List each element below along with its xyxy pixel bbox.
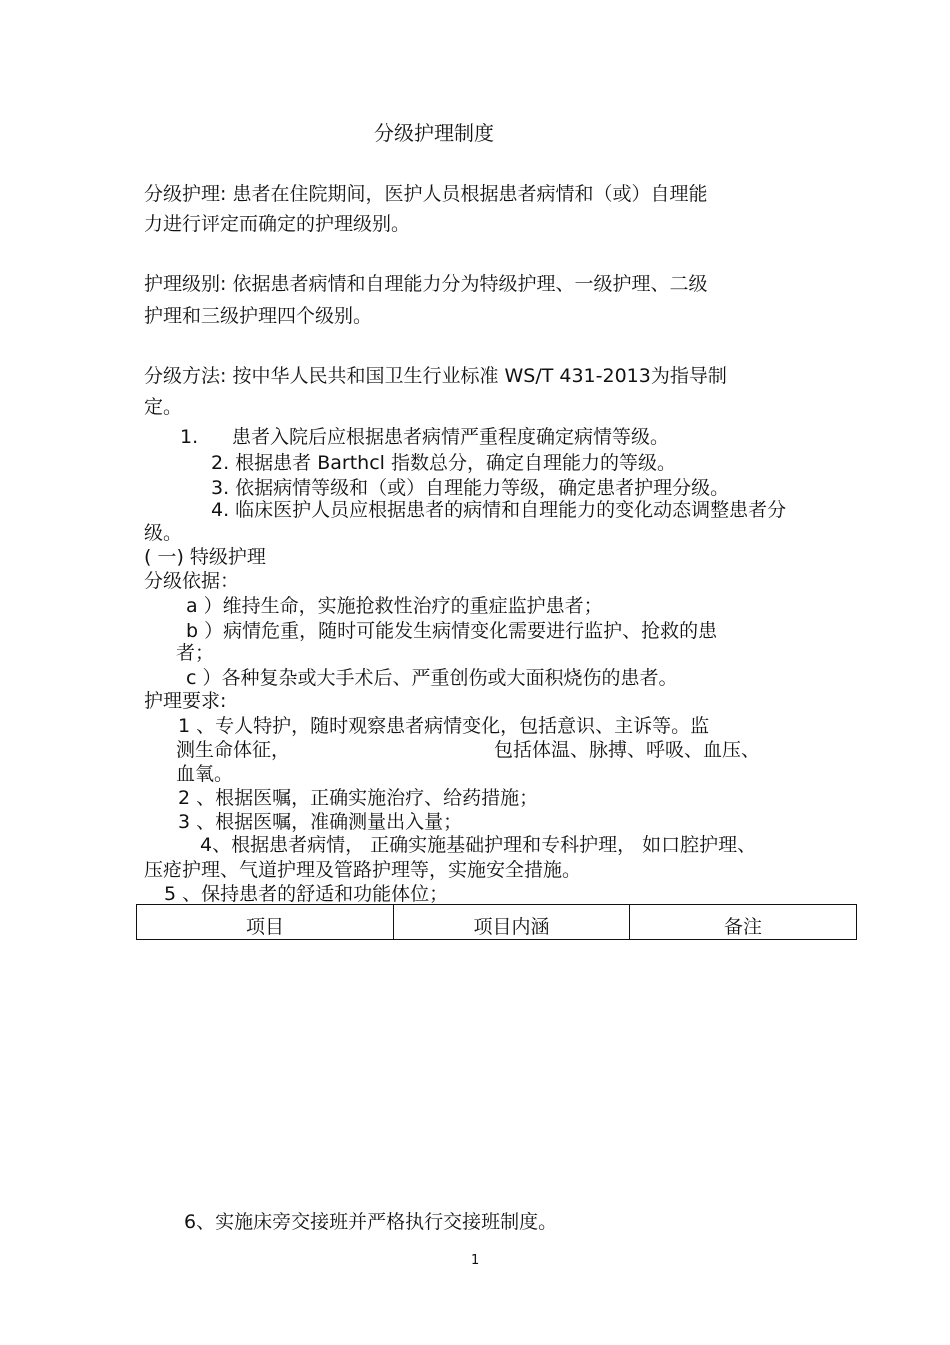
requirement-1-line-3: 血氧。 bbox=[176, 763, 234, 785]
step-1-text: 患者入院后应根据患者病情严重程度确定病情等级。 bbox=[232, 426, 670, 448]
step-2-text: 2. 根据患者 Barthcl 指数总分，确定自理能力的等级。 bbox=[211, 452, 676, 474]
definition-line-1: 分级护理: 患者在住院期间，医护人员根据患者病情和（或）自理能 bbox=[144, 183, 708, 205]
step-4-line-1: 4. 临床医护人员应根据患者的病情和自理能力的变化动态调整患者分 bbox=[211, 499, 787, 521]
method-line-2: 定。 bbox=[144, 396, 183, 418]
basis-item-b-line-2: 者； bbox=[176, 642, 215, 664]
levels-line-2: 护理和三级护理四个级别。 bbox=[144, 305, 373, 327]
special-care-heading: ( 一) 特级护理 bbox=[144, 546, 266, 568]
requirement-2: 2 、根据医嘱，正确实施治疗、给药措施； bbox=[178, 787, 539, 809]
requirement-4-line-2: 压疮护理、气道护理及管路护理等，实施安全措施。 bbox=[144, 859, 582, 881]
requirements-label: 护理要求: bbox=[144, 690, 227, 712]
table-header-row bbox=[137, 905, 857, 940]
requirement-1-line-2b: 包括体温、脉搏、呼吸、血压、 bbox=[494, 739, 761, 761]
requirement-5: 5 、保持患者的舒适和功能体位； bbox=[164, 883, 449, 905]
requirement-3: 3 、根据医嘱，准确测量出入量； bbox=[178, 811, 463, 833]
table-header-content: 项目内涵 bbox=[394, 905, 630, 940]
basis-item-c: c ）各种复杂或大手术后、严重创伤或大面积烧伤的患者。 bbox=[186, 667, 678, 689]
page-title: 分级护理制度 bbox=[374, 121, 494, 145]
table-header-item: 项目 bbox=[137, 905, 394, 940]
basis-item-b-line-1: b ）病情危重，随时可能发生病情变化需要进行监护、抢救的患 bbox=[186, 620, 718, 642]
basis-item-a: a ）维持生命，实施抢救性治疗的重症监护患者； bbox=[186, 595, 603, 617]
step-1-number: 1. bbox=[180, 426, 199, 448]
requirement-1-line-2a: 测生命体征， bbox=[176, 739, 291, 761]
requirement-6: 6、实施床旁交接班并严格执行交接班制度。 bbox=[184, 1211, 558, 1233]
requirement-1-line-1: 1 、专人特护，随时观察患者病情变化，包括意识、主诉等。监 bbox=[178, 715, 710, 737]
page-number: 1 bbox=[471, 1253, 480, 1268]
table-header-remark: 备注 bbox=[630, 905, 857, 940]
levels-line-1: 护理级别: 依据患者病情和自理能力分为特级护理、一级护理、二级 bbox=[144, 273, 708, 295]
definition-line-2: 力进行评定而确定的护理级别。 bbox=[144, 213, 411, 235]
method-line-1: 分级方法: 按中华人民共和国卫生行业标准 WS/T 431-2013为指导制 bbox=[144, 365, 727, 387]
basis-label: 分级依据： bbox=[144, 570, 240, 592]
requirement-4-line-1: 4、根据患者病情， 正确实施基础护理和专科护理， 如口腔护理、 bbox=[200, 834, 757, 856]
step-4-line-2: 级。 bbox=[144, 522, 183, 544]
step-3-text: 3. 依据病情等级和（或）自理能力等级，确定患者护理分级。 bbox=[211, 477, 730, 499]
care-level-table bbox=[136, 904, 857, 940]
